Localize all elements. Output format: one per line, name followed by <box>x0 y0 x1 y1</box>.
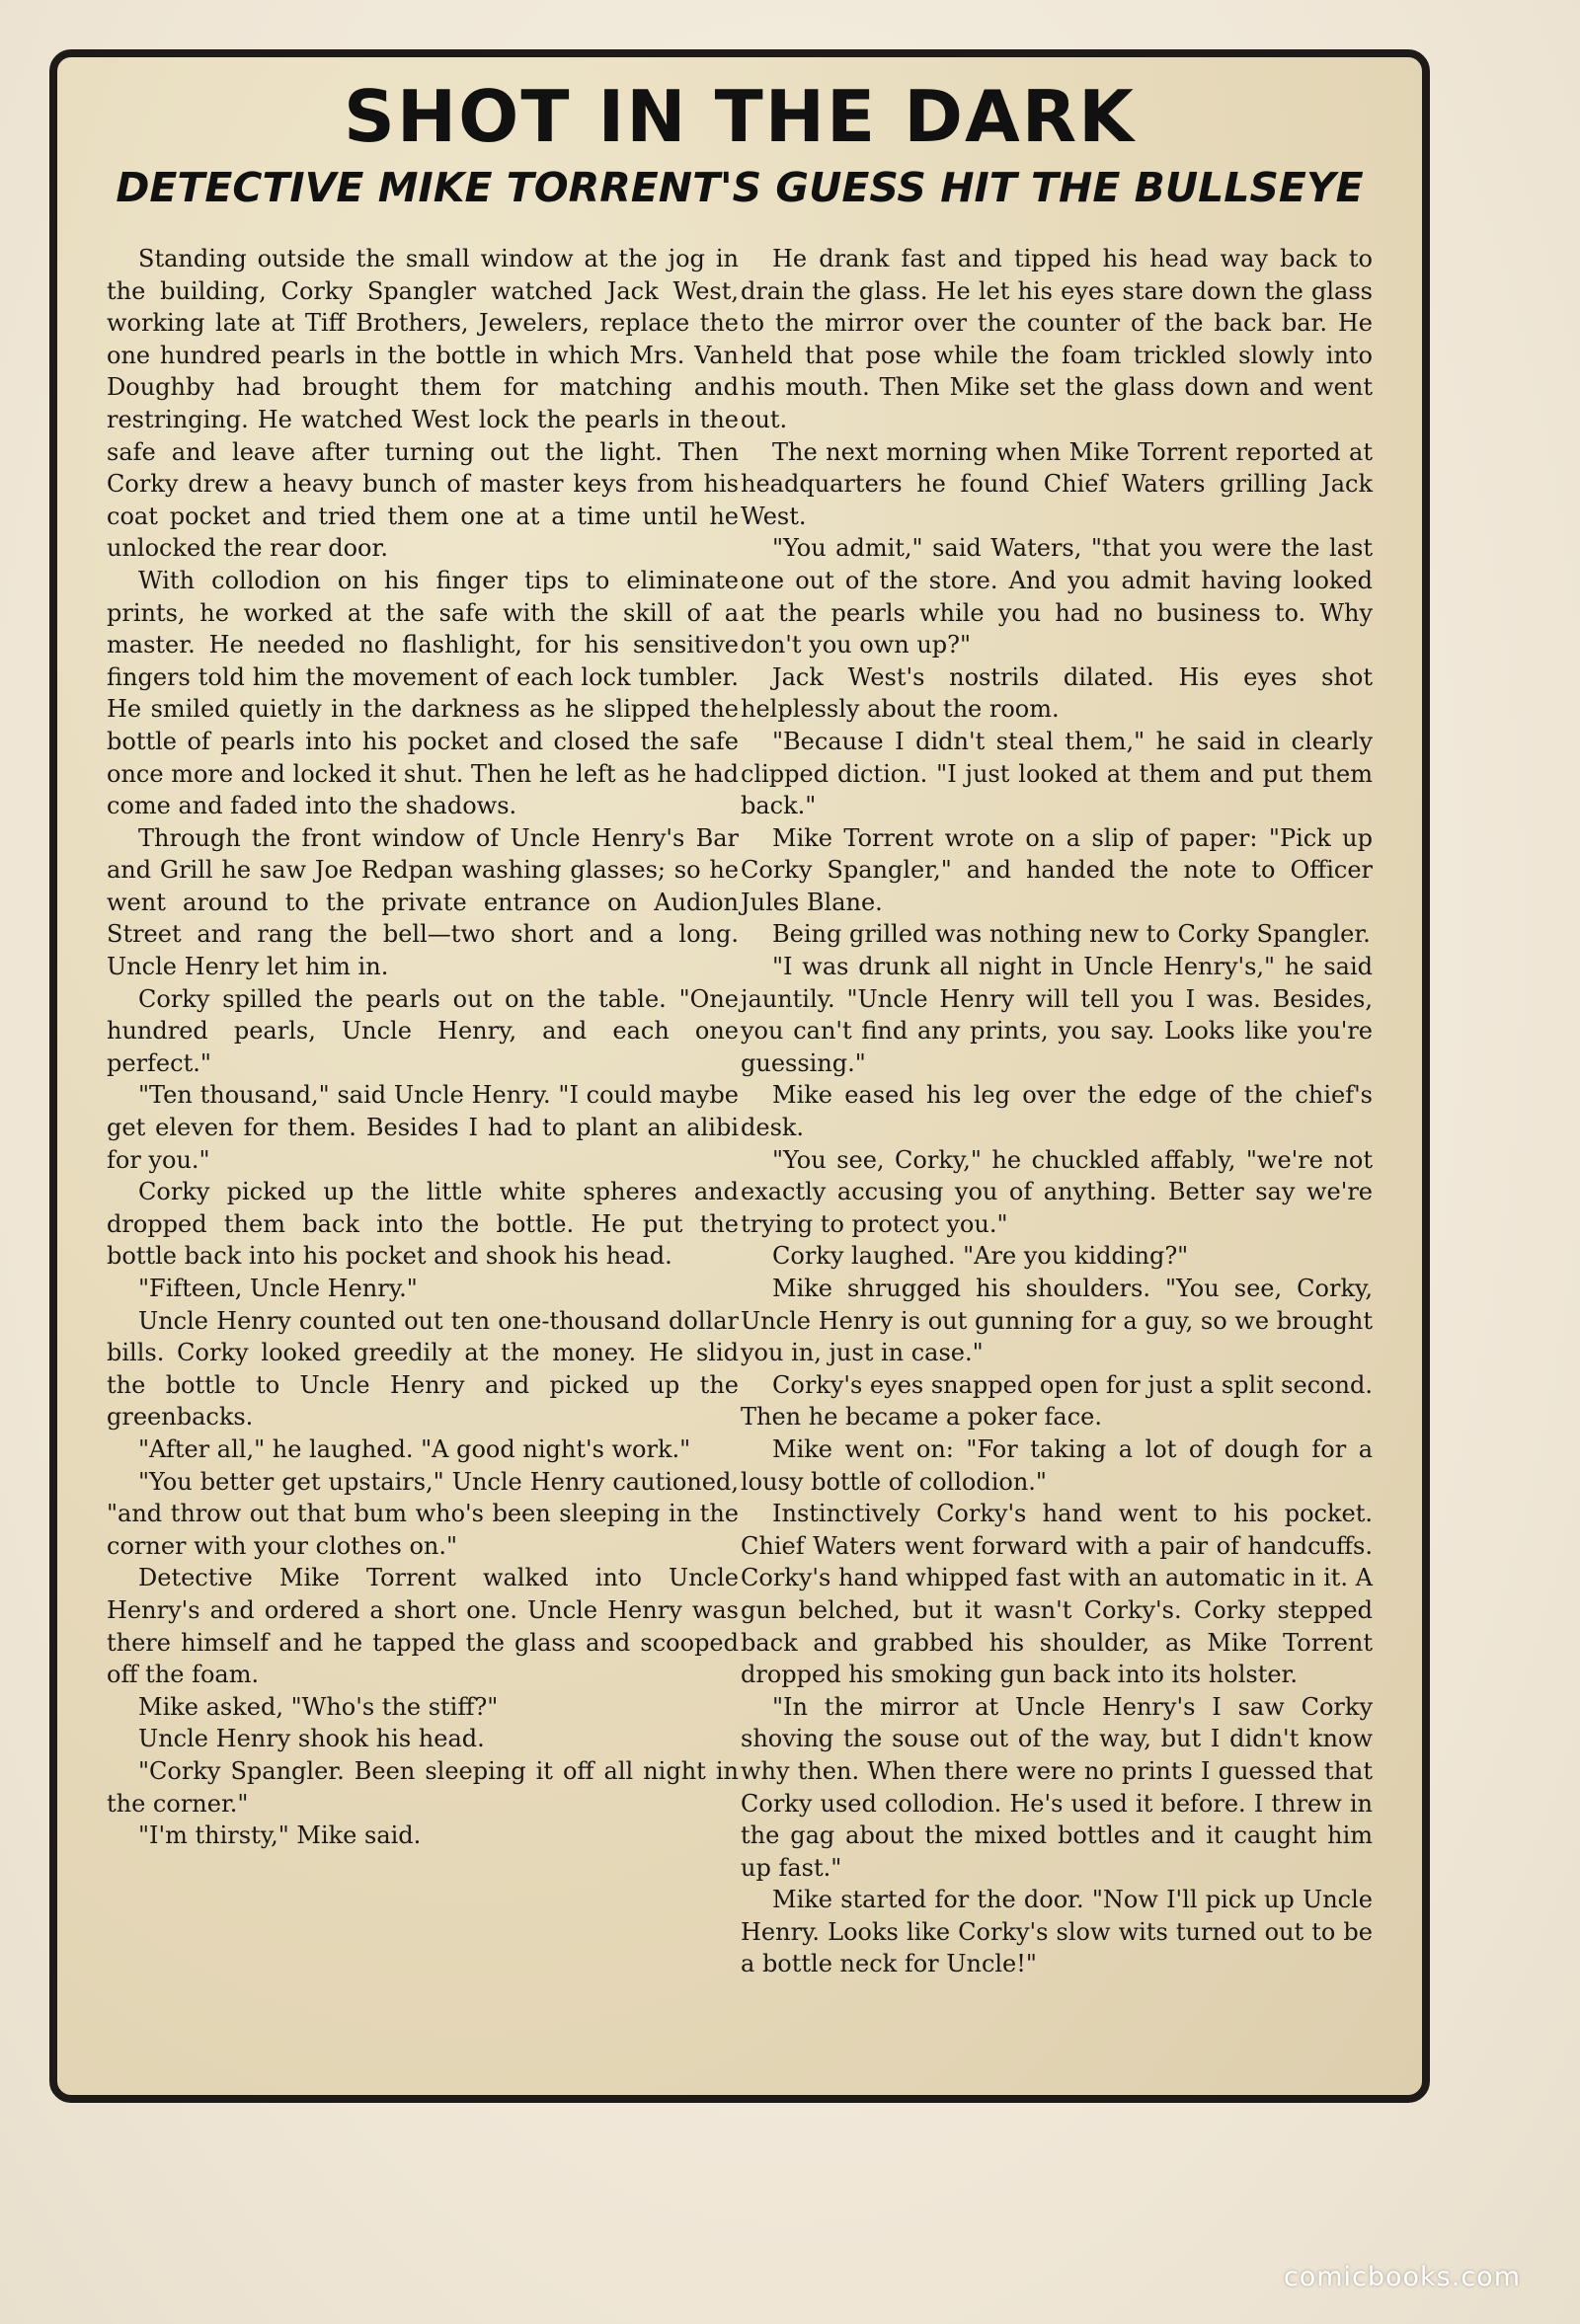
left-column <box>107 243 739 1980</box>
story-paragraph: Mike started for the door. "Now I'll pick up Uncle Henry. Looks like Corky's slow wits turned out to be a bottle neck for Uncle!" <box>741 1886 1373 1978</box>
story-title: SHOT IN THE DARK <box>344 75 1136 158</box>
story-subtitle: DETECTIVE MIKE TORRENT'S GUESS HIT THE BULLSEYE <box>116 164 1364 211</box>
story-paragraph: Corky spilled the pearls out on the table. "One hundred pearls, Uncle Henry, and each one perfect." <box>107 984 739 1077</box>
story-paragraph: "Because I didn't steal them," he said in clearly clipped diction. "I just looked at them and put them back." <box>741 727 1373 820</box>
story-paragraph: "Corky Spangler. Been sleeping it off all night in the corner." <box>107 1756 739 1818</box>
story-paragraph: Standing outside the small window at the jog in the building, Corky Spangler watched Jack West, working late at Tiff Brothers, Jewelers, replace the one hundred pearls in the bottle in which Mrs. Van Doughby had brought them for matching and restringing. He watched West lock the pearls in the safe and leave after turning out the light. Then Corky drew a heavy bunch of master keys from his coat pocket and tried them one at a time until he unlocked the rear door. <box>107 245 739 563</box>
story-paragraph: "After all," he laughed. "A good night's work." <box>138 1434 691 1463</box>
story-paragraph: "I was drunk all night in Uncle Henry's," he said jauntily. "Uncle Henry will tell you I was. Besides, you can't find any prints, you say. Looks like you're guessing." <box>741 953 1373 1077</box>
story-paragraph: Mike eased his leg over the edge of the chief's desk. <box>741 1081 1373 1142</box>
story-paragraph: The next morning when Mike Torrent reported at headquarters he found Chief Waters grilling Jack West. <box>741 437 1373 530</box>
story-paragraph: "Fifteen, Uncle Henry." <box>138 1275 418 1302</box>
story-paragraph: Corky laughed. "Are you kidding?" <box>772 1242 1189 1271</box>
story-paragraph: "In the mirror at Uncle Henry's I saw Corky shoving the souse out of the way, but I didn't know why then. When there were no prints I guessed that Corky used collodion. He's used it before. I threw in the gag about the mixed bottles and it caught him up fast." <box>741 1692 1373 1882</box>
story-paragraph: "You see, Corky," he chuckled affably, "we're not exactly accusing you of anything. Better say we're trying to protect you." <box>741 1145 1373 1238</box>
story-columns <box>107 243 1373 1980</box>
story-paragraph: "I'm thirsty," Mike said. <box>138 1821 422 1850</box>
story-paragraph: "You better get upstairs," Uncle Henry cautioned, "and throw out that bum who's been sleeping in the corner with your clothes on." <box>107 1467 739 1560</box>
story-paragraph: Through the front window of Uncle Henry's Bar and Grill he saw Joe Redpan washing glasses; so he went around to the private entrance on Audion Street and rang the bell—two short and a long. Uncle Henry let him in. <box>107 823 739 981</box>
story-paragraph: Mike Torrent wrote on a slip of paper: "Pick up Corky Spangler," and handed the note to Officer Jules Blane. <box>741 823 1373 916</box>
story-paragraph: He drank fast and tipped his head way back to drain the glass. He let his eyes stare down the glass to the mirror over the counter of the back bar. He held that pose while the foam trickled slowly into his mouth. Then Mike set the glass down and went out. <box>741 245 1373 433</box>
story-paragraph: "Ten thousand," said Uncle Henry. "I could maybe get eleven for them. Besides I had to plant an alibi for you." <box>107 1081 739 1174</box>
story-paragraph: Being grilled was nothing new to Corky Spangler. <box>772 920 1371 949</box>
watermark: comicbooks.com <box>1283 2262 1521 2292</box>
story-paragraph: Corky picked up the little white spheres and dropped them back into the bottle. He put the bottle back into his pocket and shook his head. <box>107 1178 739 1271</box>
story-paragraph: Instinctively Corky's hand went to his pocket. Chief Waters went forward with a pair of handcuffs. Corky's hand whipped fast with an automatic in it. A gun belched, but it wasn't Corky's. Corky stepped back and grabbed his shoulder, as Mike Torrent dropped his smoking gun back into its holster. <box>741 1500 1373 1689</box>
story-paragraph: Uncle Henry counted out ten one-thousand dollar bills. Corky looked greedily at the money. He slid the bottle to Uncle Henry and picked up the greenbacks. <box>107 1306 739 1432</box>
story-paragraph: "You admit," said Waters, "that you were the last one out of the store. And you admit having looked at the pearls while you had no business to. Why don't you own up?" <box>741 534 1373 659</box>
story-paragraph: Uncle Henry shook his head. <box>138 1725 485 1753</box>
story-panel <box>49 49 1430 2103</box>
story-paragraph: Mike went on: "For taking a lot of dough for a lousy bottle of collodion." <box>741 1434 1373 1496</box>
story-paragraph: Mike asked, "Who's the stiff?" <box>138 1692 499 1721</box>
story-paragraph: With collodion on his finger tips to eliminate prints, he worked at the safe with the skill of a master. He needed no flashlight, for his sensitive fingers told him the movement of each lock tumbler. He smiled quietly in the darkness as he slipped the bottle of pearls into his pocket and closed the safe once more and locked it shut. Then he left as he had come and faded into the shadows. <box>107 566 739 820</box>
story-paragraph: Jack West's nostrils dilated. His eyes shot helplessly about the room. <box>741 662 1373 724</box>
story-paragraph: Mike shrugged his shoulders. "You see, Corky, Uncle Henry is out gunning for a guy, so we brought you in, just in case." <box>741 1275 1373 1367</box>
right-column <box>741 243 1373 1980</box>
story-paragraph: Detective Mike Torrent walked into Uncle Henry's and ordered a short one. Uncle Henry was there himself and he tapped the glass and scooped off the foam. <box>107 1564 739 1689</box>
story-paragraph: Corky's eyes snapped open for just a split second. Then he became a poker face. <box>741 1370 1373 1432</box>
